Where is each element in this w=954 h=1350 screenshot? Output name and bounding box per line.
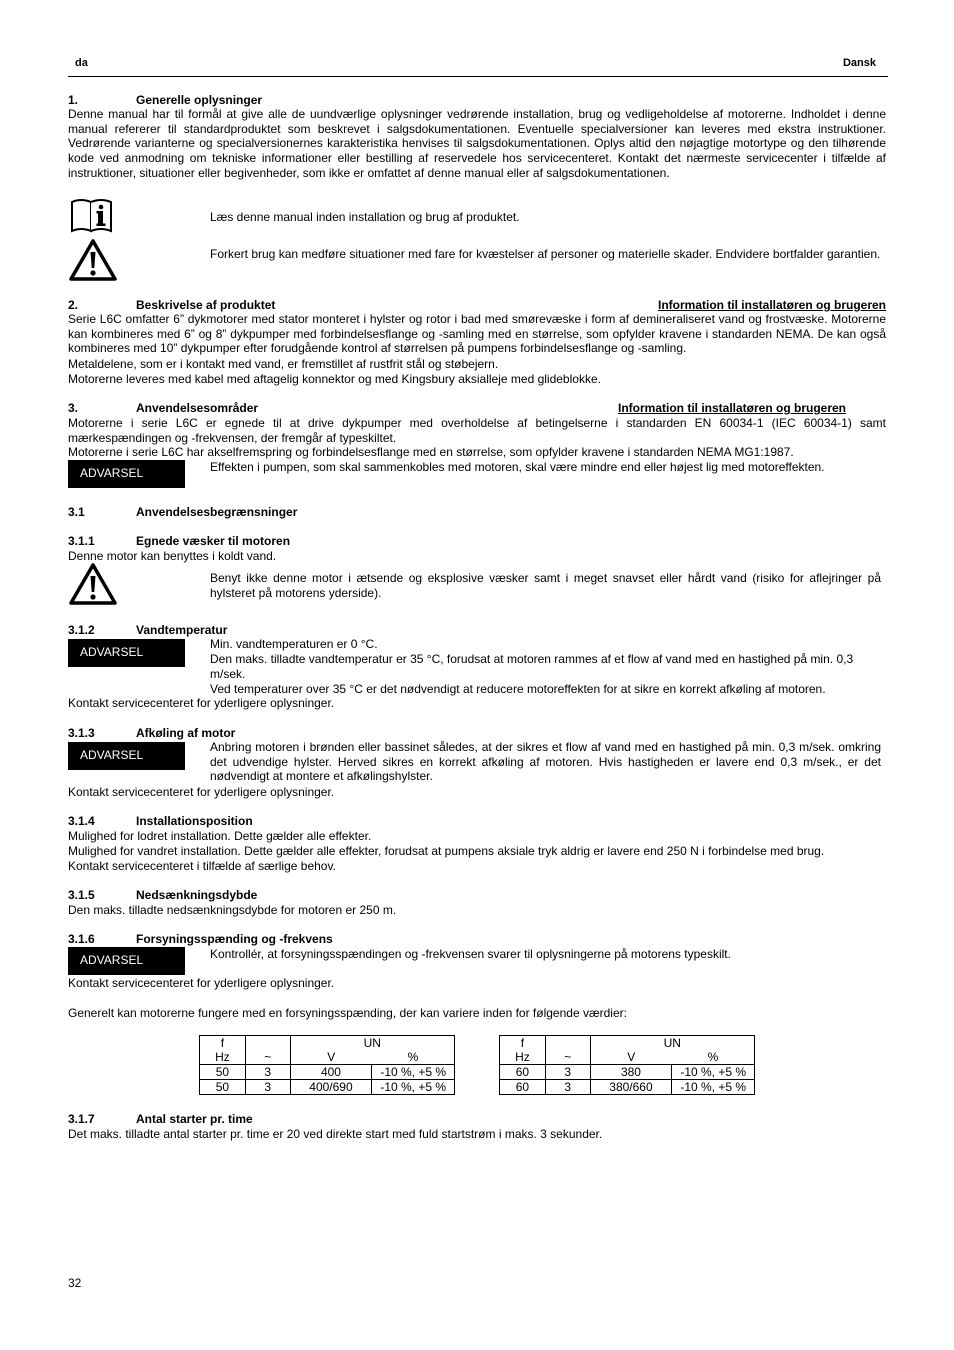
section-3-1-6-contact: Kontakt servicecenteret for yderligere oplysninger. — [68, 976, 335, 990]
section-3-1-2-line-3: Ved temperaturer over 35 °C er det nødvendigt at reducere motoreffekten for at sikre en korrekt afkøling af motoren. — [210, 682, 826, 696]
section-3-p1: Motorerne i serie L6C er egnede til at drive dykpumper med overholdelse af betingelserne i standarden EN 60034-1 (IEC 60034-1) samt mærkespændingen og -frekvensen, der fremgår af typeskiltet. — [68, 416, 886, 445]
section-2-p2: Metaldelene, som er i kontakt med vand, er fremstillet af rustfrit stål og støbejern. — [68, 357, 499, 371]
section-title: Afkøling af motor — [136, 726, 236, 740]
cell-hz: 50 — [200, 1080, 246, 1095]
section-1-heading — [68, 93, 886, 107]
section-number: 3.1.5 — [68, 888, 95, 902]
header-rule — [68, 76, 888, 77]
supply-table-50hz — [199, 1035, 455, 1095]
section-3-1-5-heading — [68, 888, 886, 902]
cell-hz: 50 — [200, 1065, 246, 1080]
section-number: 3.1.2 — [68, 623, 95, 637]
section-title: Antal starter pr. time — [136, 1112, 253, 1126]
section-3-1-6-warning-text: Kontrollér, at forsyningsspændingen og -frekvensen svarer til oplysningerne på motorens typeskilt. — [210, 947, 731, 961]
danger-note: Forkert brug kan medføre situationer med fare for kvæstelser af personer og materielle skader. Endvidere bortfalder garantien. — [210, 247, 881, 261]
section-3-1-7-heading — [68, 1112, 886, 1126]
supply-table-60hz — [499, 1035, 755, 1095]
section-number: 2. — [68, 298, 79, 312]
col-header-hz: Hz — [500, 1050, 546, 1065]
section-3-warning-text: Effekten i pumpen, som skal sammenkobles med motoren, skal være mindre end eller højest lig med motoreffekten. — [210, 460, 825, 474]
section-title: Beskrivelse af produktet — [136, 298, 276, 312]
warning-badge: ADVARSEL — [68, 742, 185, 770]
cell-phase: 3 — [545, 1080, 590, 1095]
cell-voltage: 380/660 — [590, 1080, 672, 1095]
section-3-1-4-line-1: Mulighed for lodret installation. Dette gælder alle effekter. — [68, 829, 372, 843]
cell-tolerance: -10 %, +5 % — [672, 1080, 755, 1095]
cell-hz: 60 — [500, 1065, 546, 1080]
col-header-un: UN — [590, 1036, 754, 1051]
section-number: 3.1.6 — [68, 932, 95, 946]
section-3-1-3-contact: Kontakt servicecenteret for yderligere oplysninger. — [68, 785, 335, 799]
section-number: 3.1.1 — [68, 534, 95, 548]
section-3-1-heading — [68, 505, 886, 519]
section-number: 1. — [68, 93, 79, 107]
empty-cell — [245, 1036, 290, 1051]
section-3-1-2-heading — [68, 623, 886, 637]
section-title: Nedsænkningsdybde — [136, 888, 258, 902]
cell-tolerance: -10 %, +5 % — [672, 1065, 755, 1080]
col-header-v: V — [590, 1050, 672, 1065]
warning-triangle-icon — [68, 238, 118, 282]
section-1-text: Denne manual har til formål at give alle de uundværlige oplysninger vedrørende installation, brug og vedligeholdelse af motorerne. Indholdet i denne manual refererer til standardproduktet som beskrevet i salgsdokumentationen. Eventuelle specialversioner kan leveres med ekstra instruktioner. Vedrørende varianterne og specialversionernes karakteristika henvises til salgsdokumentationen. Oplys altid den nøjagtige motortype og den tilhørende kode ved anmodning om tekniske informationer eller bestilling af reservedele hos servicecenteret. Kontakt det nærmeste servicecenter i tilfælde af instruktioner, situationer eller begivenheder, som ikke er omfattet af denne manual eller af salgsdokumentationen. — [68, 107, 886, 180]
section-2-p3: Motorerne leveres med kabel med aftagelig konnektor og med Kingsbury aksialleje med glideblokke. — [68, 372, 601, 386]
cell-voltage: 400 — [290, 1065, 372, 1080]
section-3-1-4-line-2: Mulighed for vandret installation. Dette gælder alle effekter, forudsat at pumpens aksiale tryk aldrig er lavere end 250 N i forbindelse med brug. — [68, 844, 825, 858]
section-3-1-6-heading — [68, 932, 886, 946]
section-3-1-3-heading — [68, 726, 886, 740]
section-number: 3.1.4 — [68, 814, 95, 828]
section-3-1-7-text: Det maks. tilladte antal starter pr. time er 20 ved direkte start med fuld startstrøm i maks. 3 sekunder. — [68, 1127, 603, 1141]
col-header-v: V — [290, 1050, 372, 1065]
table-row — [200, 1080, 455, 1095]
col-header-hz: Hz — [200, 1050, 246, 1065]
section-3-1-2-line-2: Den maks. tilladte vandtemperatur er 35 °C, forudsat at motoren rammes af et flow af vand med en hastighed på min. 0,3 m/sek. — [210, 652, 854, 681]
col-header-f: f — [200, 1036, 246, 1051]
section-2-p1: Serie L6C omfatter 6” dykmotorer med stator monteret i hylster og rotor i bad med smørevæske i form af demineraliseret vand og frostvæske. Motorerne kan kombineres med 6” og 8” dykpumper med forbindelsesflange og -samling med en størrelse, som opfylder kravene i standarden NEMA. De kan også kombineres med 10” dykpumper efter forudgående kontrol af størrelsen på pumpens forbindelsesflange og -samling. — [68, 312, 886, 356]
section-3-1-4-heading — [68, 814, 886, 828]
manual-info-icon — [70, 198, 114, 234]
cell-phase: 3 — [545, 1065, 590, 1080]
warning-badge: ADVARSEL — [68, 460, 185, 488]
section-3-1-1-text: Denne motor kan benyttes i koldt vand. — [68, 549, 277, 563]
section-number: 3.1.7 — [68, 1112, 95, 1126]
section-number: 3.1 — [68, 505, 85, 519]
section-title: Generelle oplysninger — [136, 93, 263, 107]
section-3-heading — [68, 401, 886, 415]
table-row — [500, 1065, 755, 1080]
table-row — [500, 1080, 755, 1095]
col-header-phase: ~ — [545, 1050, 590, 1065]
section-title: Anvendelsesområder — [136, 401, 259, 415]
section-2-heading — [68, 298, 886, 312]
col-header-phase: ~ — [245, 1050, 290, 1065]
cell-voltage: 380 — [590, 1065, 672, 1080]
section-3-1-2-contact: Kontakt servicecenteret for yderligere oplysninger. — [68, 696, 335, 710]
section-3-1-6-general: Generelt kan motorerne fungere med en forsyningsspænding, der kan variere inden for følgende værdier: — [68, 1006, 627, 1020]
section-title: Vandtemperatur — [136, 623, 228, 637]
audience-label: Information til installatøren og brugeren — [657, 298, 886, 312]
cell-voltage: 400/690 — [290, 1080, 372, 1095]
col-header-f: f — [500, 1036, 546, 1051]
header-language: Dansk — [842, 57, 876, 69]
cell-hz: 60 — [500, 1080, 546, 1095]
manual-note: Læs denne manual inden installation og brug af produktet. — [210, 210, 520, 224]
table-row — [200, 1065, 455, 1080]
col-header-un: UN — [290, 1036, 454, 1051]
col-header-pct: % — [672, 1050, 755, 1065]
audience-label: Information til installatøren og brugeren — [618, 401, 847, 415]
cell-phase: 3 — [245, 1065, 290, 1080]
section-3-1-2-line-1: Min. vandtemperaturen er 0 °C. — [210, 637, 378, 651]
section-title: Forsyningsspænding og -frekvens — [136, 932, 333, 946]
section-3-1-4-line-3: Kontakt servicecenteret i tilfælde af særlige behov. — [68, 859, 336, 873]
section-3-1-1-danger-note: Benyt ikke denne motor i ætsende og eksplosive væsker samt i meget snavset eller hårdt vand (risiko for aflejringer på hylsteret på motorens yderside). — [210, 571, 881, 600]
cell-tolerance: -10 %, +5 % — [372, 1065, 455, 1080]
section-title: Installationsposition — [136, 814, 253, 828]
col-header-pct: % — [372, 1050, 455, 1065]
section-3-1-1-heading — [68, 534, 886, 548]
section-number: 3. — [68, 401, 79, 415]
section-title: Egnede væsker til motoren — [136, 534, 291, 548]
section-3-1-5-text: Den maks. tilladte nedsænkningsdybde for motoren er 250 m. — [68, 903, 397, 917]
warning-triangle-icon — [68, 562, 118, 606]
empty-cell — [545, 1036, 590, 1051]
warning-badge: ADVARSEL — [68, 639, 185, 667]
warning-badge: ADVARSEL — [68, 947, 185, 975]
section-3-1-3-text: Anbring motoren i brønden eller bassinet således, at der sikres et flow af vand med en hastighed på min. 0,3 m/sek. omkring det udvendige hylster. Herved sikres en korrekt afkøling af motoren. Hvis hastigheden er lavere end 0,3 m/sek., er det nødvendigt at montere et afkølingshylster. — [210, 740, 881, 784]
cell-tolerance: -10 %, +5 % — [372, 1080, 455, 1095]
section-3-p2: Motorerne i serie L6C har akselfremspring og forbindelsesflange med en størrelse, som opfylder kravene i standarden NEMA MG1:1987. — [68, 445, 794, 459]
header-lang-code: da — [75, 57, 88, 69]
cell-phase: 3 — [245, 1080, 290, 1095]
section-title: Anvendelsesbegrænsninger — [136, 505, 298, 519]
page-number: 32 — [68, 1276, 82, 1290]
section-number: 3.1.3 — [68, 726, 95, 740]
